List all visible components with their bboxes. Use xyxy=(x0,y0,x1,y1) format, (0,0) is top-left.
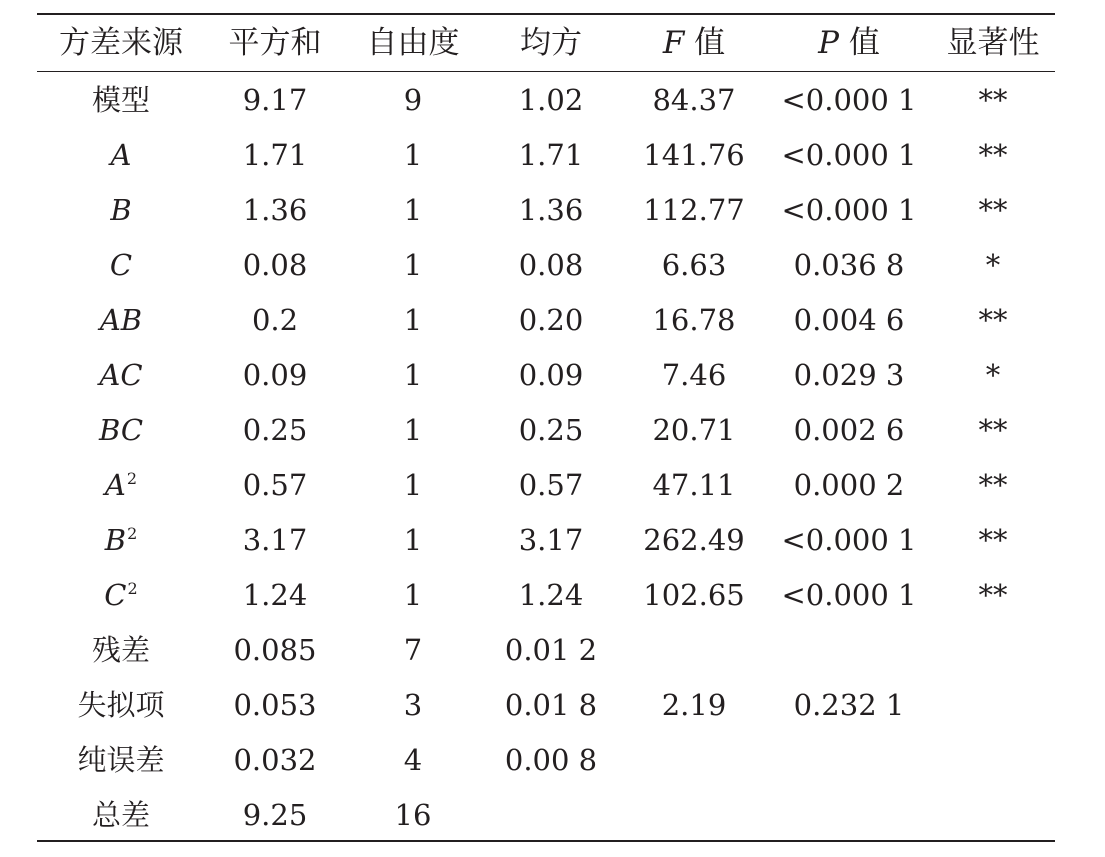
header-significance xyxy=(931,16,1055,71)
superscript: 2 xyxy=(126,469,138,489)
header-source xyxy=(37,16,205,71)
text-part: 显著性 xyxy=(946,25,1040,61)
cell-mean-square: 1.36 xyxy=(518,193,584,227)
cell-df: 3 xyxy=(403,688,423,722)
cell-df: 4 xyxy=(403,743,423,777)
cell-mean-square: 0.08 xyxy=(518,248,584,282)
cell-source xyxy=(37,73,205,128)
cell-sum-of-squares: 0.053 xyxy=(233,688,317,722)
cell-f-value: 6.63 xyxy=(661,248,727,282)
cell-df: 1 xyxy=(403,523,423,557)
text-part: 失拟项 xyxy=(77,688,165,722)
cell-p-value: <0.000 1 xyxy=(781,83,917,117)
text-part: AB xyxy=(99,303,143,337)
cell-sum-of-squares: 0.57 xyxy=(242,468,308,502)
cell-significance: * xyxy=(985,358,1001,392)
cell-significance xyxy=(931,623,1055,678)
cell-mean-square: 0.01 8 xyxy=(504,688,598,722)
cell-df: 1 xyxy=(403,138,423,172)
cell-source xyxy=(37,293,205,348)
text-part: AC xyxy=(99,358,143,392)
cell-p-value: <0.000 1 xyxy=(781,193,917,227)
cell-df: 1 xyxy=(403,578,423,612)
cell-df: 16 xyxy=(394,798,432,832)
cell-mean-square: 0.20 xyxy=(518,303,584,337)
cell-significance: ** xyxy=(978,138,1008,172)
table-row xyxy=(37,568,1055,623)
cell-source xyxy=(37,733,205,788)
cell-df: 1 xyxy=(403,248,423,282)
table-row xyxy=(37,238,1055,293)
table-row xyxy=(37,403,1055,458)
text-part: BC xyxy=(98,413,144,447)
text-part: 残差 xyxy=(91,633,150,667)
text-part: A xyxy=(104,468,126,502)
cell-p-value: <0.000 1 xyxy=(781,138,917,172)
table-row xyxy=(37,348,1055,403)
cell-mean-square: 1.02 xyxy=(518,83,584,117)
cell-p-value: 0.004 6 xyxy=(793,303,905,337)
cell-f-value: 20.71 xyxy=(652,413,736,447)
cell-significance xyxy=(931,678,1055,733)
cell-mean-square: 1.71 xyxy=(518,138,584,172)
cell-sum-of-squares: 3.17 xyxy=(242,523,308,557)
cell-df: 7 xyxy=(403,633,423,667)
cell-f-value: 2.19 xyxy=(661,688,727,722)
cell-significance xyxy=(931,788,1055,843)
cell-mean-square: 0.09 xyxy=(518,358,584,392)
header-sum-of-squares xyxy=(205,16,345,71)
cell-sum-of-squares: 0.032 xyxy=(233,743,317,777)
cell-p-value: 0.000 2 xyxy=(793,468,905,502)
cell-mean-square: 0.01 2 xyxy=(504,633,598,667)
table-row xyxy=(37,678,1055,733)
cell-sum-of-squares: 1.24 xyxy=(242,578,308,612)
text-part: 值 xyxy=(684,25,726,61)
cell-source xyxy=(37,568,205,623)
table-top-rule xyxy=(37,13,1055,15)
cell-sum-of-squares: 9.17 xyxy=(242,83,308,117)
cell-significance: * xyxy=(985,248,1001,282)
cell-mean-square xyxy=(481,788,621,843)
cell-sum-of-squares: 1.36 xyxy=(242,193,308,227)
cell-significance: ** xyxy=(978,468,1008,502)
cell-significance: ** xyxy=(978,83,1008,117)
text-part: 平方和 xyxy=(228,25,322,61)
text-part: C xyxy=(109,248,133,282)
cell-mean-square: 0.57 xyxy=(518,468,584,502)
cell-significance: ** xyxy=(978,523,1008,557)
cell-source xyxy=(37,788,205,843)
cell-df: 1 xyxy=(403,193,423,227)
table-row xyxy=(37,183,1055,238)
table-row xyxy=(37,733,1055,788)
cell-df: 1 xyxy=(403,358,423,392)
text-part: 模型 xyxy=(91,83,150,117)
cell-mean-square: 0.25 xyxy=(518,413,584,447)
cell-significance xyxy=(931,733,1055,788)
table-row xyxy=(37,293,1055,348)
cell-p-value xyxy=(767,788,931,843)
text-part: 自由度 xyxy=(366,25,460,61)
cell-sum-of-squares: 0.085 xyxy=(233,633,317,667)
cell-p-value: 0.232 1 xyxy=(793,688,905,722)
cell-df: 9 xyxy=(403,83,423,117)
superscript: 2 xyxy=(127,524,138,544)
cell-sum-of-squares: 0.25 xyxy=(242,413,308,447)
cell-source xyxy=(37,458,205,513)
cell-p-value xyxy=(767,623,931,678)
cell-f-value: 47.11 xyxy=(652,468,736,502)
cell-significance: ** xyxy=(978,193,1008,227)
cell-f-value xyxy=(621,788,767,843)
header-f-value xyxy=(621,16,767,71)
table-row xyxy=(37,458,1055,513)
cell-source xyxy=(37,238,205,293)
superscript: 2 xyxy=(127,579,138,599)
text-part: B xyxy=(104,523,127,557)
cell-source xyxy=(37,183,205,238)
cell-mean-square: 0.00 8 xyxy=(504,743,598,777)
cell-significance: ** xyxy=(978,413,1008,447)
cell-source xyxy=(37,128,205,183)
cell-df: 1 xyxy=(403,468,423,502)
cell-sum-of-squares: 0.2 xyxy=(251,303,299,337)
cell-f-value: 84.37 xyxy=(652,83,736,117)
cell-source xyxy=(37,623,205,678)
text-part: 总差 xyxy=(91,798,150,832)
cell-p-value: 0.036 8 xyxy=(793,248,905,282)
cell-p-value: <0.000 1 xyxy=(781,523,917,557)
cell-f-value: 16.78 xyxy=(652,303,736,337)
text-part: A xyxy=(110,138,132,172)
text-part: 值 xyxy=(839,25,880,61)
cell-f-value: 262.49 xyxy=(643,523,745,557)
text-part: P xyxy=(818,25,839,61)
table-header-row xyxy=(37,16,1055,71)
cell-p-value: <0.000 1 xyxy=(781,578,917,612)
text-part: F xyxy=(662,25,685,61)
cell-significance: ** xyxy=(978,303,1008,337)
cell-mean-square: 3.17 xyxy=(518,523,584,557)
cell-mean-square: 1.24 xyxy=(518,578,584,612)
table-header-rule xyxy=(37,71,1055,72)
cell-significance: ** xyxy=(978,578,1008,612)
text-part: 均方 xyxy=(520,25,582,61)
cell-f-value xyxy=(621,623,767,678)
cell-sum-of-squares: 9.25 xyxy=(242,798,308,832)
cell-source xyxy=(37,348,205,403)
header-mean-square xyxy=(481,16,621,71)
cell-f-value: 112.77 xyxy=(643,193,745,227)
cell-sum-of-squares: 0.08 xyxy=(242,248,308,282)
cell-sum-of-squares: 0.09 xyxy=(242,358,308,392)
cell-df: 1 xyxy=(403,413,423,447)
table-row xyxy=(37,788,1055,843)
cell-p-value xyxy=(767,733,931,788)
cell-p-value: 0.029 3 xyxy=(793,358,905,392)
table-row xyxy=(37,128,1055,183)
cell-df: 1 xyxy=(403,303,423,337)
table-bottom-rule xyxy=(37,840,1055,842)
header-p-value xyxy=(767,16,931,71)
cell-source xyxy=(37,513,205,568)
cell-f-value: 102.65 xyxy=(643,578,745,612)
text-part: 方差来源 xyxy=(59,25,183,61)
table-row xyxy=(37,623,1055,678)
cell-p-value: 0.002 6 xyxy=(793,413,905,447)
cell-f-value: 7.46 xyxy=(661,358,727,392)
text-part: C xyxy=(104,578,127,612)
cell-sum-of-squares: 1.71 xyxy=(242,138,308,172)
cell-f-value xyxy=(621,733,767,788)
cell-source xyxy=(37,678,205,733)
text-part: B xyxy=(110,193,132,227)
table-row xyxy=(37,73,1055,128)
table-row xyxy=(37,513,1055,568)
cell-f-value: 141.76 xyxy=(643,138,745,172)
header-df xyxy=(345,16,481,71)
cell-source xyxy=(37,403,205,458)
text-part: 纯误差 xyxy=(77,743,165,777)
